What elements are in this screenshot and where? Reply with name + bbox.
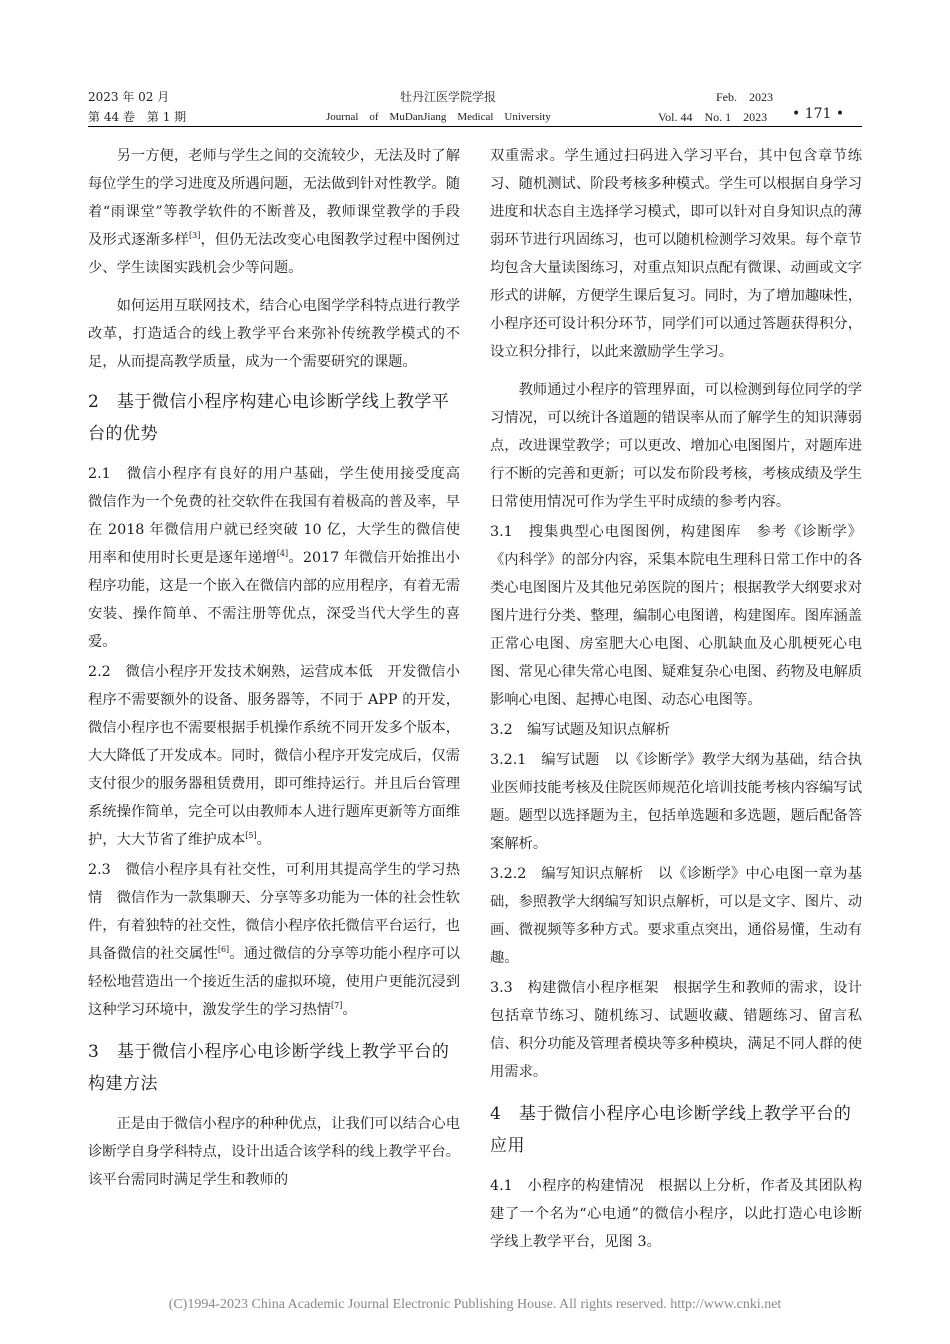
section-heading-4: 4 基于微信小程序心电诊断学线上教学平台的应用 xyxy=(490,1104,852,1156)
subsection-3-1: 3.1 搜集典型心电图图例，构建图库 参考《诊断学》《内科学》的部分内容，采集本院电生理科日常工作中的各类心电图图片及其他兄弟医院的图片；根据教学大纲要求对图片进行分类、整理，编制心电图谱，构建图库。图库涵盖正常心电图、房室肥大心电图、心肌缺血及心肌梗死心电图、常见心律失常心电图、疑难复杂心电图、药物及电解质影响心电图、起搏心电图、动态心电图等。 xyxy=(490,524,862,708)
subsection-2-1: 2.1 微信小程序有良好的用户基础，学生使用接受度高 微信作为一个免费的社交软件在我国有着极高的普及率，早在 2018 年微信用户就已经突破 10 亿，大学生的微信使用率和使用时长更是逐年递增[4]。2017 年微信开始推出小程序功能，这是一个嵌入在微信内部的应用程序，有着无需安装、操作简单、不需注册等优点，深受当代大学生的喜爱。 xyxy=(88,466,475,650)
subsection-3-3: 3.3 构建微信小程序框架 根据学生和教师的需求，设计包括章节练习、随机练习、试题收藏、错题练习、留言私信、积分功能及管理者模块等多种模块，满足不同人群的使用需求。 xyxy=(490,980,862,1080)
paragraph: 教师通过小程序的管理界面，可以检测到每位同学的学习情况，可以统计各道题的错误率从而了解学生的知识薄弱点，改进课堂教学；可以更改、增加心电图图片，对题库进行不断的完善和更新；可以发布阶段考核，考核成绩及学生日常使用情况可作为学生平时成绩的参考内容。 xyxy=(490,382,862,510)
copyright-footer: (C)1994-2023 China Academic Journal Electronic Publishing House. All rights reserved. http://www.cnki.net xyxy=(168,1297,782,1312)
header-journal-cn: 牡丹江医学院学报 xyxy=(400,90,497,104)
citation-ref: [7] xyxy=(331,1001,343,1011)
subsection-2-3: 2.3 微信小程序具有社交性，可利用其提高学生的学习热情 微信作为一款集聊天、分享等多功能为一体的社会性软件，有着独特的社交性，微信小程序依托微信平台运行，也具备微信的社交属性[6]。通过微信的分享等功能小程序可以轻松地营造出一个接近生活的虚拟环境，使用户更能沉浸到这种学习环境中，激发学生的学习热情[7]。 xyxy=(88,862,461,1018)
right-column xyxy=(490,142,862,1256)
subsection-3-2-2: 3.2.2 编写知识点解析 以《诊断学》中心电图一章为基础，参照教学大纲编写知识点解析，可以是文字、图片、动画、微视频等多种方式。要求重点突出，通俗易懂，生动有趣。 xyxy=(490,866,862,966)
paragraph: 如何运用互联网技术，结合心电图学学科特点进行教学改革，打造适合的线上教学平台来弥补传统教学模式的不足，从而提高教学质量，成为一个需要研究的课题。 xyxy=(88,298,460,370)
subsection-4-1: 4.1 小程序的构建情况 根据以上分析，作者及其团队构建了一个名为“心电通”的微信小程序，以此打造心电诊断学线上教学平台，见图 3。 xyxy=(490,1178,862,1250)
paragraph: 双重需求。学生通过扫码进入学习平台，其中包含章节练习、随机测试、阶段考核多种模式。学生可以根据自身学习进度和状态自主选择学习模式，即可以针对自身知识点的薄弱环节进行巩固练习，也可以随机检测学习效果。每个章节均包含大量读图练习，对重点知识点配有微课、动画或文字形式的讲解，方便学生课后复习。同时，为了增加趣味性，小程序还可设计积分环节，同学们可以通过答题获得积分，设立积分排行，以此来激励学生学习。 xyxy=(490,148,862,360)
header-volume-cn: 第 44 卷 第 1 期 xyxy=(88,110,187,124)
header-date-en: Feb. 2023 xyxy=(716,90,774,104)
subsection-3-2: 3.2 编写试题及知识点解析 xyxy=(490,722,671,738)
header-rule xyxy=(88,126,862,127)
header-date-cn: 2023 年 02 月 xyxy=(88,90,170,104)
citation-ref: [4] xyxy=(276,549,289,559)
citation-ref: [6] xyxy=(217,945,230,955)
paragraph: 另一方便，老师与学生之间的交流较少，无法及时了解每位学生的学习进度及所遇问题，无法做到针对性教学。随着“雨课堂”等教学软件的不断普及，教师课堂教学的手段及形式逐渐多样[3]，但仍无法改变心电图教学过程中图例过少、学生读图实践机会少等问题。 xyxy=(88,148,460,276)
section-heading-2: 2 基于微信小程序构建心电诊断学线上教学平台的优势 xyxy=(88,392,450,444)
page-number: • 171 • xyxy=(792,106,845,122)
header-volume-en: Vol. 44 No. 1 2023 xyxy=(658,110,768,124)
paragraph: 正是由于微信小程序的种种优点，让我们可以结合心电诊断学自身学科特点，设计出适合该学科的线上教学平台。该平台需同时满足学生和教师的 xyxy=(88,1116,460,1188)
left-column xyxy=(88,142,475,1194)
section-heading-3: 3 基于微信小程序心电诊断学线上教学平台的构建方法 xyxy=(88,1042,450,1094)
header-journal-en: Journal of MuDanJiang Medical University xyxy=(326,111,551,123)
subsection-2-2: 2.2 微信小程序开发技术娴熟，运营成本低 开发微信小程序不需要额外的设备、服务器等，不同于 APP 的开发，微信小程序也不需要根据手机操作系统不同开发多个版本，大大降低了开发成本。同时，微信小程序开发完成后，仅需支付很少的服务器租赁费用，即可维持运行。并且后台管理系统操作简单，完全可以由教师本人进行题库更新等方面维护，大大节省了维护成本[5]。 xyxy=(88,664,460,848)
subsection-3-2-1: 3.2.1 编写试题 以《诊断学》教学大纲为基础，结合执业医师技能考核及住院医师规范化培训技能考核内容编写试题。题型以选择题为主，包括单选题和多选题，题后配备答案解析。 xyxy=(490,752,862,852)
citation-ref: [5] xyxy=(245,831,257,841)
citation-ref: [3] xyxy=(188,231,201,241)
